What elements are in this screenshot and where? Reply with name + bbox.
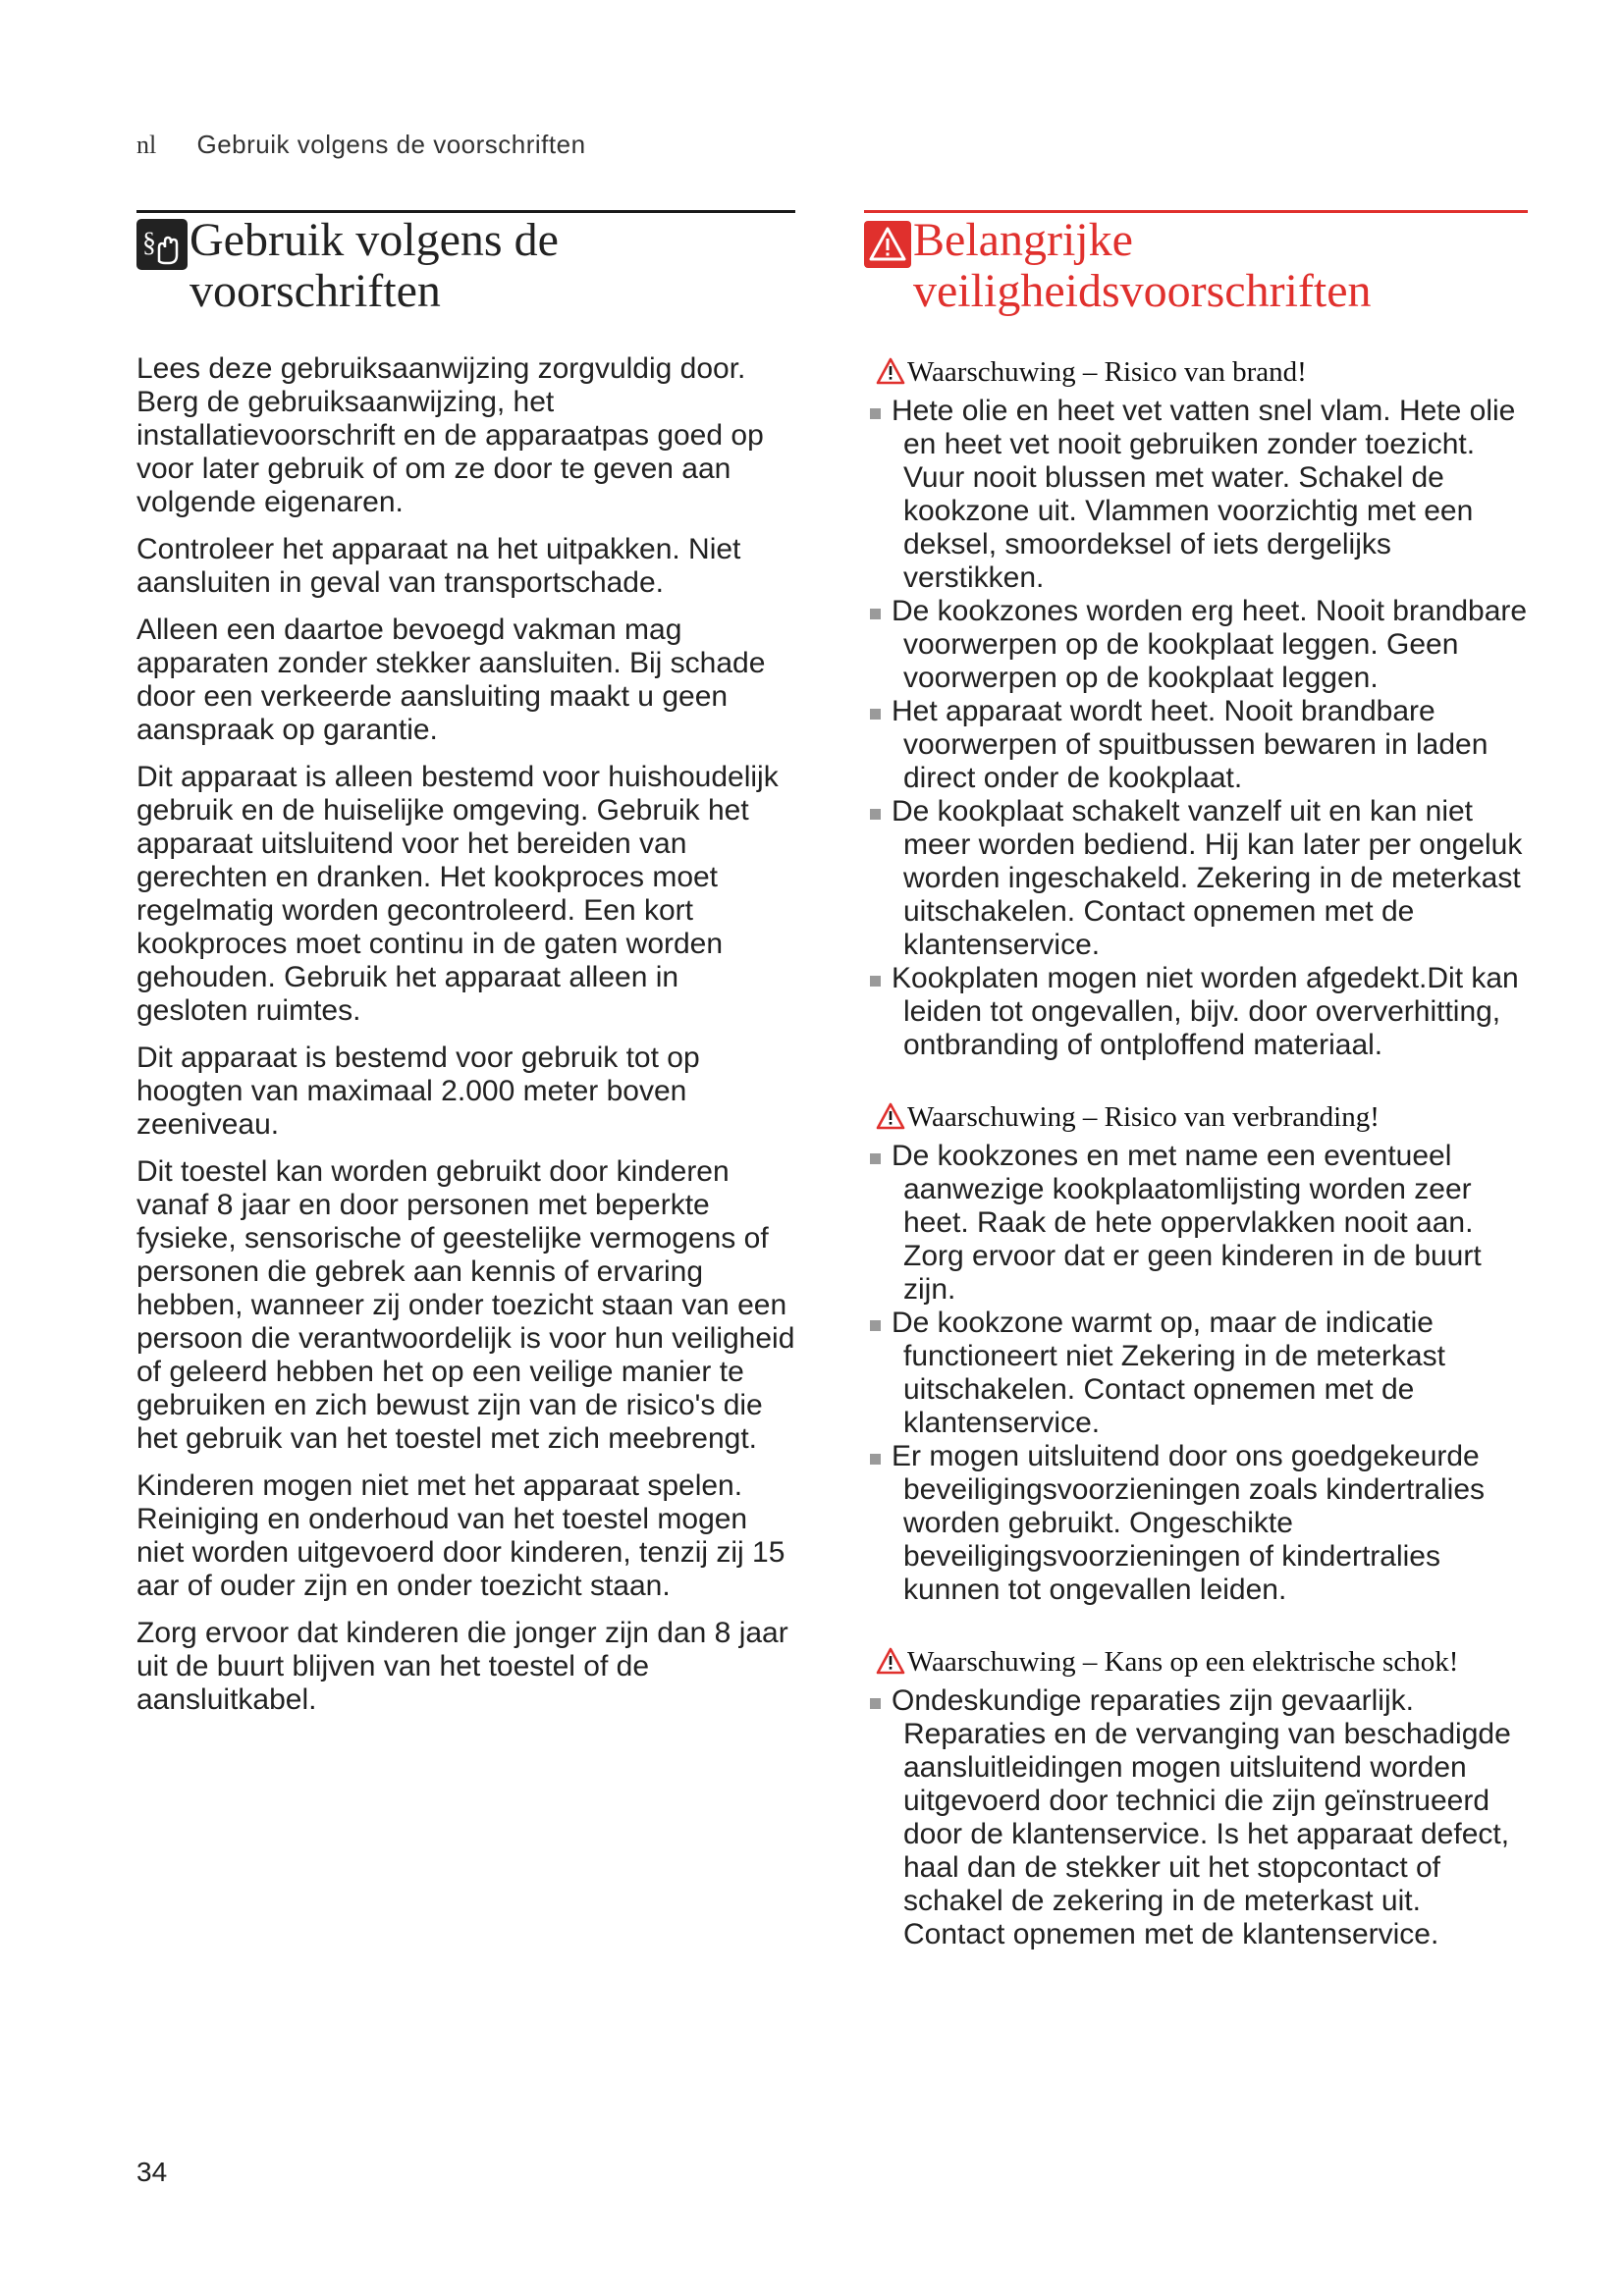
warning-triangle-icon (876, 357, 905, 393)
warning-heading (864, 1646, 1528, 1682)
paragraph: Alleen een daartoe bevoegd vakman mag apparaten zonder stekker aansluiten. Bij schade door een verkeerde aansluiting maakt u geen aanspraak op garantie. (136, 614, 766, 746)
right-column (864, 210, 1528, 1951)
list-item: De kookplaat schakelt vanzelf uit en kan niet meer worden bediend. Hij kan later per ongeluk worden ingeschakeld. Zekering in de meterkast uitschakelen. Contact opnemen met de klantenservice. (864, 795, 1528, 962)
warning-list (864, 395, 1528, 1062)
bullet-icon (870, 709, 881, 720)
left-column (136, 210, 795, 1731)
paragraph: Zorg ervoor dat kinderen die jonger zijn dan 8 jaar uit de buurt blijven van het toestel of de aansluitkabel. (136, 1617, 788, 1716)
list-item: Ondeskundige reparaties zijn gevaarlijk. Reparaties en de vervanging van beschadigde aansluitleidingen mogen uitsluitend worden uitgevoerd door technici die zijn geïnstrueerd door de klantenservice. Is het apparaat defect, haal dan de stekker uit het stopcontact of schakel de zekering in de meterkast uit. Contact opnemen met de klantenservice. (864, 1684, 1528, 1951)
warning-triangle-icon (876, 1102, 905, 1138)
warning-heading-text: Waarschuwing – Risico van brand! (907, 356, 1307, 388)
language-code: nl (136, 131, 157, 159)
list-item: Hete olie en heet vet vatten snel vlam. Hete olie en heet vet nooit gebruiken zonder toezicht. Vuur nooit blussen met water. Schakel de kookzone uit. Vlammen voorzichtig met een deksel, smoordeksel of iets dergelijks verstikken. (864, 395, 1528, 595)
safety-rule (864, 210, 1528, 213)
running-header (136, 130, 586, 160)
warning-list (864, 1140, 1528, 1607)
list-item: De kookzones en met name een eventueel aanwezige kookplaatomlijsting worden zeer heet. Raak de hete oppervlakken nooit aan. Zorg ervoor dat er geen kinderen in de buurt zijn. (864, 1140, 1528, 1307)
paragraph: Lees deze gebruiksaanwijzing zorgvuldig door. Berg de gebruiksaanwijzing, het installatievoorschrift en de apparaatpas goed op voor later gebruik of om ze door te geven aan volgende eigenaren. (136, 352, 764, 518)
intro-text (136, 352, 795, 1717)
list-item: Kookplaten mogen niet worden afgedekt.Dit kan leiden tot ongevallen, bijv. door oververhitting, ontbranding of ontploffend materiaal. (864, 962, 1528, 1062)
warning-heading (864, 1101, 1528, 1138)
bullet-icon (870, 1698, 881, 1709)
paragraph: Dit toestel kan worden gebruikt door kinderen vanaf 8 jaar en door personen met beperkte fysieke, sensorische of geestelijke vermogens of personen die gebrek aan kennis of ervaring hebben, wanneer zij onder toezicht staan van een persoon die verantwoordelijk is voor hun veiligheid of geleerd hebben het op een veilige manier te gebruiken en zich bewust zijn van de risico's die het gebruik van het toestel met zich meebrengt. (136, 1155, 795, 1455)
warning-heading-text: Waarschuwing – Kans op een elektrische schok! (907, 1646, 1459, 1678)
section-rule (136, 210, 795, 213)
bullet-icon (870, 1454, 881, 1465)
section-hand-icon (136, 219, 188, 270)
warning-list (864, 1684, 1528, 1951)
paragraph: Kinderen mogen niet met het apparaat spelen. Reiniging en onderhoud van het toestel mogen niet worden uitgevoerd door kinderen, tenzij zij 15 aar of ouder zijn en onder toezicht staan. (136, 1469, 785, 1602)
bullet-icon (870, 609, 881, 619)
paragraph: Controleer het apparaat na het uitpakken. Niet aansluiten in geval van transportschade. (136, 533, 741, 599)
bullet-icon (870, 1320, 881, 1331)
bullet-icon (870, 1153, 881, 1164)
safety-heading (864, 215, 1528, 317)
bullet-icon (870, 408, 881, 419)
warning-triangle-icon (876, 1647, 905, 1682)
list-item: Het apparaat wordt heet. Nooit brandbare voorwerpen of spuitbussen bewaren in laden direct onder de kookplaat. (864, 695, 1528, 795)
svg-text:§: § (142, 228, 156, 258)
section-title: Gebruik volgens de voorschriften (189, 214, 559, 317)
page-number: 34 (136, 2157, 168, 2187)
section-heading (136, 215, 795, 317)
paragraph: Dit apparaat is alleen bestemd voor huishoudelijk gebruik en de huiselijke omgeving. Gebruik het apparaat uitsluitend voor het bereiden van gerechten en dranken. Het kookproces moet regelmatig worden gecontroleerd. Een kort kookproces moet continu in de gaten worden gehouden. Gebruik het apparaat alleen in gesloten ruimtes. (136, 761, 779, 1027)
warning-icon (864, 221, 911, 268)
warning-heading (864, 356, 1528, 393)
list-item: De kookzones worden erg heet. Nooit brandbare voorwerpen op de kookplaat leggen. Geen voorwerpen op de kookplaat leggen. (864, 595, 1528, 695)
warning-burn (864, 1101, 1528, 1607)
safety-title: Belangrijke veiligheidsvoorschriften (913, 214, 1372, 317)
warning-fire (864, 356, 1528, 1062)
bullet-icon (870, 976, 881, 987)
warning-electric (864, 1646, 1528, 1951)
warning-heading-text: Waarschuwing – Risico van verbranding! (907, 1101, 1380, 1133)
running-header-title: Gebruik volgens de voorschriften (196, 130, 586, 159)
list-item: Er mogen uitsluitend door ons goedgekeurde beveiligingsvoorzieningen zoals kindertralies worden gebruikt. Ongeschikte beveiligingsvoorzieningen of kindertralies kunnen tot ongevallen leiden. (864, 1440, 1528, 1607)
bullet-icon (870, 809, 881, 820)
paragraph: Dit apparaat is bestemd voor gebruik tot op hoogten van maximaal 2.000 meter boven zeeniveau. (136, 1041, 700, 1141)
list-item: De kookzone warmt op, maar de indicatie functioneert niet Zekering in de meterkast uitschakelen. Contact opnemen met de klantenservice. (864, 1307, 1528, 1440)
